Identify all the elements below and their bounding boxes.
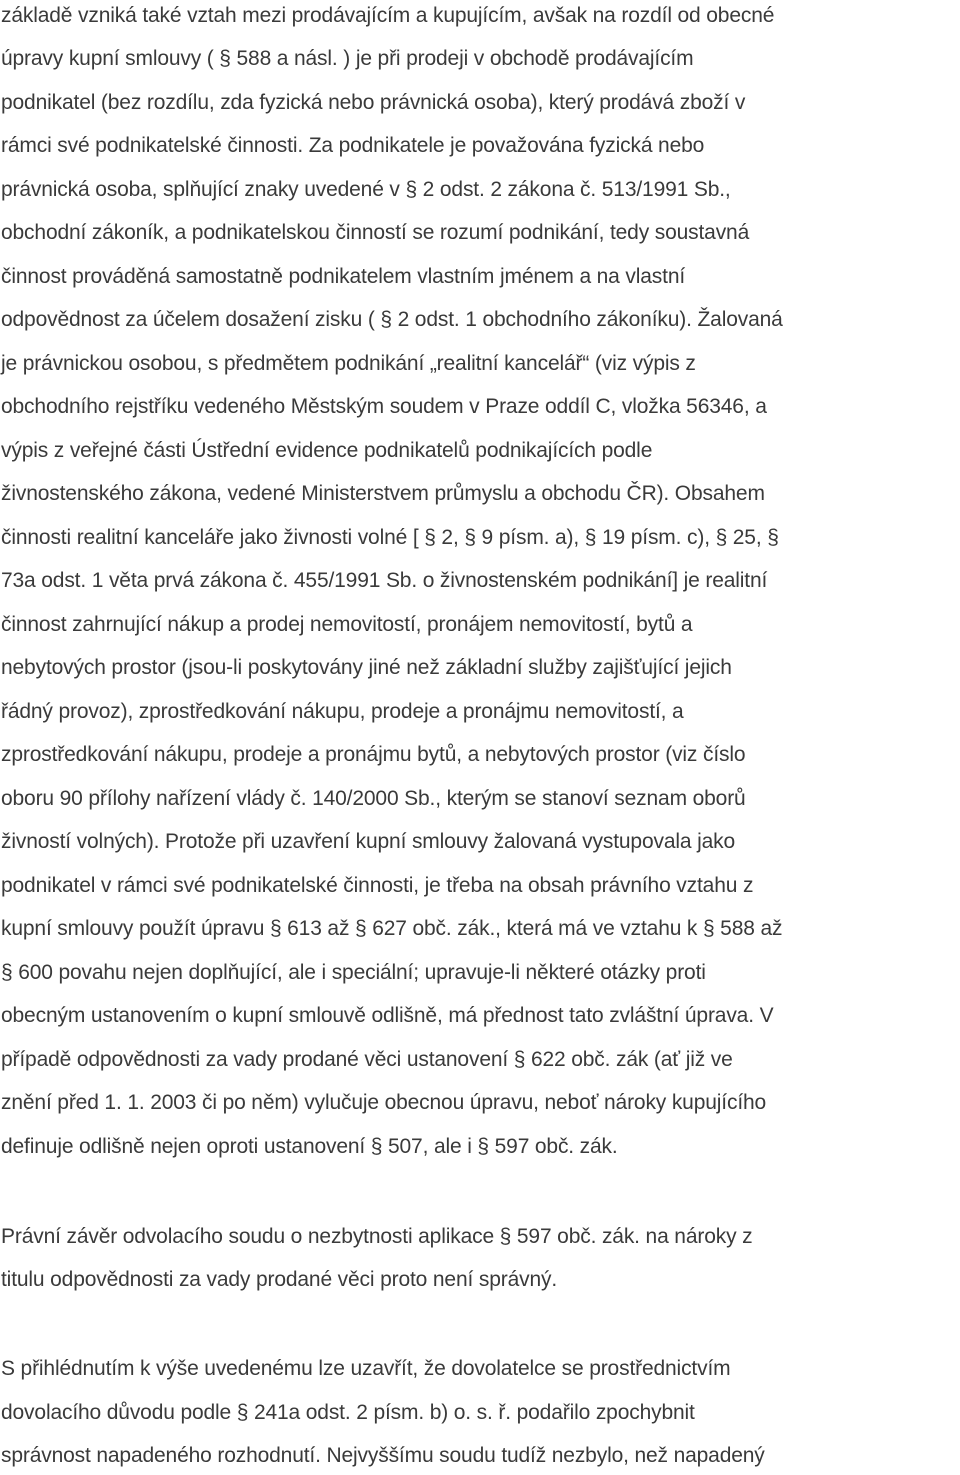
text-line: podnikatel (bez rozdílu, zda fyzická nebo právnická osoba), který prodává zboží v	[1, 91, 746, 114]
text-line: S přihlédnutím k výše uvedenému lze uzavřít, že dovolatelce se prostřednictvím	[1, 1357, 731, 1380]
text-line: živnostenského zákona, vedené Ministerstvem průmyslu a obchodu ČR). Obsahem	[1, 482, 765, 505]
text-line: základě vzniká také vztah mezi prodávajícím a kupujícím, avšak na rozdíl od obecné	[1, 4, 775, 27]
text-line: výpis z veřejné části Ústřední evidence podnikatelů podnikajících podle	[1, 439, 653, 462]
text-line: dovolacího důvodu podle § 241a odst. 2 písm. b) o. s. ř. podařilo zpochybnit	[1, 1401, 695, 1424]
text-line: činnosti realitní kanceláře jako živnosti volné [ § 2, § 9 písm. a), § 19 písm. c), § 25, §	[1, 526, 779, 549]
text-line: odpovědnost za účelem dosažení zisku ( § 2 odst. 1 obchodního zákoníku). Žalovaná	[1, 308, 783, 331]
text-line: správnost napadeného rozhodnutí. Nejvyššímu soudu tudíž nezbylo, než napadený	[1, 1444, 765, 1467]
text-line: titulu odpovědnosti za vady prodané věci proto není správný.	[1, 1268, 558, 1291]
text-line: obchodní zákoník, a podnikatelskou činností se rozumí podnikání, tedy soustavná	[1, 221, 750, 244]
text-line: právnická osoba, splňující znaky uvedené v § 2 odst. 2 zákona č. 513/1991 Sb.,	[1, 178, 731, 201]
text-line: úpravy kupní smlouvy ( § 588 a násl. ) je při prodeji v obchodě prodávajícím	[1, 47, 694, 70]
text-line: § 600 povahu nejen doplňující, ale i speciální; upravuje-li některé otázky proti	[1, 961, 706, 984]
text-line: definuje odlišně nejen oproti ustanovení § 507, ale i § 597 obč. zák.	[1, 1135, 618, 1158]
text-line: zprostředkování nákupu, prodeje a pronájmu bytů, a nebytových prostor (viz číslo	[1, 743, 746, 766]
text-line: nebytových prostor (jsou-li poskytovány jiné než základní služby zajišťující jejich	[1, 656, 732, 679]
text-line: znění před 1. 1. 2003 či po něm) vylučuje obecnou úpravu, neboť nároky kupujícího	[1, 1091, 767, 1114]
text-line: Právní závěr odvolacího soudu o nezbytnosti aplikace § 597 obč. zák. na nároky z	[1, 1225, 753, 1248]
text-line: rámci své podnikatelské činnosti. Za podnikatele je považována fyzická nebo	[1, 134, 705, 157]
text-line: kupní smlouvy použít úpravu § 613 až § 627 obč. zák., která má ve vztahu k § 588 až	[1, 917, 783, 940]
text-line: činnost prováděná samostatně podnikatelem vlastním jménem a na vlastní	[1, 265, 686, 288]
text-line: případě odpovědnosti za vady prodané věci ustanovení § 622 obč. zák (ať již ve	[1, 1048, 733, 1071]
text-line: obecným ustanovením o kupní smlouvě odlišně, má přednost tato zvláštní úprava. V	[1, 1004, 774, 1027]
text-line: živností volných). Protože při uzavření kupní smlouvy žalovaná vystupovala jako	[1, 830, 736, 853]
text-line: obchodního rejstříku vedeného Městským soudem v Praze oddíl C, vložka 56346, a	[1, 395, 767, 418]
text-line: řádný provoz), zprostředkování nákupu, prodeje a pronájmu nemovitostí, a	[1, 700, 684, 723]
text-line: činnost zahrnující nákup a prodej nemovitostí, pronájem nemovitostí, bytů a	[1, 613, 693, 636]
text-line: podnikatel v rámci své podnikatelské činnosti, je třeba na obsah právního vztahu z	[1, 874, 754, 897]
text-line: je právnickou osobou, s předmětem podnikání „realitní kancelář“ (viz výpis z	[1, 352, 696, 375]
text-line: 73a odst. 1 věta prvá zákona č. 455/1991 Sb. o živnostenském podnikání] je realitní	[1, 569, 768, 592]
text-line: oboru 90 přílohy nařízení vlády č. 140/2000 Sb., kterým se stanoví seznam oborů	[1, 787, 746, 810]
